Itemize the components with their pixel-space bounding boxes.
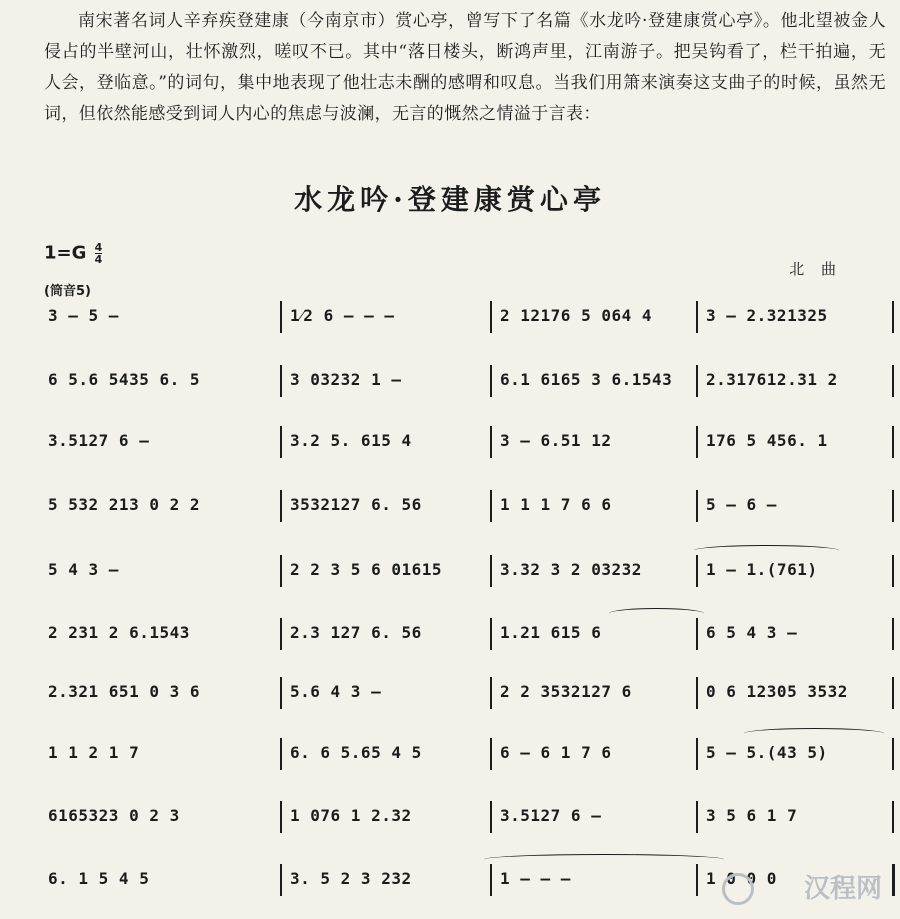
barline bbox=[490, 301, 492, 333]
barline bbox=[280, 490, 282, 522]
barline bbox=[892, 801, 894, 833]
notation-row bbox=[44, 738, 856, 768]
measure bbox=[48, 801, 278, 831]
measure bbox=[706, 365, 890, 395]
measure-notes: 3 — 5 — bbox=[48, 306, 119, 325]
barline bbox=[490, 426, 492, 458]
measure bbox=[48, 426, 278, 456]
barline bbox=[696, 555, 698, 587]
pitch-note: (筒音5) bbox=[44, 284, 91, 299]
slur-mark bbox=[744, 728, 884, 739]
measure-notes: 1⁄2 6 — — — bbox=[290, 306, 395, 325]
notation-row bbox=[44, 801, 856, 831]
barline bbox=[490, 801, 492, 833]
intro-text: 南宋著名词人辛弃疾登建康（今南京市）赏心亭，曾写下了名篇《水龙吟·登建康赏心亭》。他北望被金人侵占的半壁河山，壮怀激烈，嗟叹不已。其中“落日楼头，断鸿声里，江南游子。把吴钩看了，栏干拍遍，无人会，登临意。”的词句，集中地表现了他壮志未酬的感喟和叹息。当我们用箫来演奏这支曲子的时候，虽然无词，但依然能感受到词人内心的焦虑与波澜，无言的慨然之情溢于言表： bbox=[44, 11, 886, 124]
barline bbox=[490, 490, 492, 522]
notation-row bbox=[44, 490, 856, 520]
measure bbox=[706, 618, 890, 648]
measure-notes: 3 03232 1 — bbox=[290, 370, 402, 389]
measure-notes: 3 5 6 1 7 bbox=[706, 806, 798, 825]
measure bbox=[706, 738, 890, 768]
barline bbox=[696, 677, 698, 709]
measure-notes: 6165323 0 2 3 bbox=[48, 806, 180, 825]
measure-notes: 1.21 615 6 bbox=[500, 623, 602, 642]
barline bbox=[280, 555, 282, 587]
slur-mark bbox=[484, 854, 724, 865]
barline bbox=[892, 864, 895, 896]
barline bbox=[696, 301, 698, 333]
measure-notes: 2.321 651 0 3 6 bbox=[48, 682, 200, 701]
measure-notes: 6 5 4 3 — bbox=[706, 623, 798, 642]
intro-paragraph bbox=[44, 6, 886, 130]
measure bbox=[500, 677, 694, 707]
measure bbox=[48, 490, 278, 520]
measure-notes: 1 076 1 2.32 bbox=[290, 806, 412, 825]
barline bbox=[490, 618, 492, 650]
measure-notes: 5.6 4 3 — bbox=[290, 682, 382, 701]
measure-notes: 6. 6 5.65 4 5 bbox=[290, 743, 422, 762]
barline bbox=[280, 426, 282, 458]
measure bbox=[500, 490, 694, 520]
barline bbox=[280, 301, 282, 333]
measure-notes: 3.32 3 2 03232 bbox=[500, 560, 642, 579]
measure bbox=[290, 738, 488, 768]
time-top: 4 bbox=[94, 241, 103, 254]
notation-row bbox=[44, 555, 856, 585]
time-signature bbox=[95, 242, 103, 265]
measure-notes: 3.5127 6 — bbox=[500, 806, 602, 825]
notation-row bbox=[44, 677, 856, 707]
measure-notes: 1 0 0 0 bbox=[706, 869, 777, 888]
measure bbox=[48, 864, 278, 894]
measure bbox=[290, 677, 488, 707]
barline bbox=[696, 801, 698, 833]
measure bbox=[290, 555, 488, 585]
measure-notes: 1 1 2 1 7 bbox=[48, 743, 140, 762]
time-bottom: 4 bbox=[94, 253, 103, 266]
measure bbox=[48, 301, 278, 331]
measure bbox=[706, 426, 890, 456]
measure bbox=[290, 301, 488, 331]
measure-notes: 0 6 12305 3532 bbox=[706, 682, 848, 701]
measure bbox=[500, 801, 694, 831]
measure bbox=[500, 555, 694, 585]
barline bbox=[892, 301, 894, 333]
measure-notes: 1 — 1.(761) bbox=[706, 560, 818, 579]
barline bbox=[280, 365, 282, 397]
measure bbox=[48, 738, 278, 768]
measure-notes: 5 532 213 0 2 2 bbox=[48, 495, 200, 514]
barline bbox=[280, 618, 282, 650]
barline bbox=[892, 555, 894, 587]
measure-notes: 6. 1 5 4 5 bbox=[48, 869, 150, 888]
barline bbox=[490, 677, 492, 709]
measure bbox=[500, 618, 694, 648]
barline bbox=[892, 738, 894, 770]
slur-mark bbox=[694, 545, 839, 556]
barline bbox=[490, 738, 492, 770]
measure bbox=[706, 301, 890, 331]
barline bbox=[280, 738, 282, 770]
measure-notes: 2 231 2 6.1543 bbox=[48, 623, 190, 642]
barline bbox=[892, 490, 894, 522]
barline bbox=[892, 677, 894, 709]
measure bbox=[500, 426, 694, 456]
watermark: 汉程网 bbox=[803, 874, 882, 904]
measure bbox=[500, 864, 694, 894]
measure bbox=[290, 864, 488, 894]
measure-notes: 1 — — — bbox=[500, 869, 571, 888]
barline bbox=[696, 365, 698, 397]
measure-notes: 5 — 6 — bbox=[706, 495, 777, 514]
measure-notes: 2 2 3532127 6 bbox=[500, 682, 632, 701]
measure-notes: 3. 5 2 3 232 bbox=[290, 869, 412, 888]
slur-mark bbox=[609, 608, 704, 619]
score-title: 水龙吟·登建康赏心亭 bbox=[294, 183, 606, 216]
measure bbox=[500, 738, 694, 768]
barline bbox=[892, 426, 894, 458]
key-text: 1=G bbox=[44, 242, 87, 264]
measure-notes: 2.317612.31 2 bbox=[706, 370, 838, 389]
measure bbox=[48, 555, 278, 585]
barline bbox=[696, 490, 698, 522]
measure-notes: 6 5.6 5435 6. 5 bbox=[48, 370, 200, 389]
measure-notes: 3.5127 6 — bbox=[48, 431, 150, 450]
measure-notes: 3.2 5. 615 4 bbox=[290, 431, 412, 450]
credit-label: 北 曲 bbox=[789, 260, 842, 278]
measure-notes: 6 — 6 1 7 6 bbox=[500, 743, 612, 762]
barline bbox=[490, 555, 492, 587]
barline bbox=[696, 738, 698, 770]
barline bbox=[892, 365, 894, 397]
measure bbox=[290, 801, 488, 831]
measure bbox=[290, 365, 488, 395]
measure-notes: 3532127 6. 56 bbox=[290, 495, 422, 514]
measure bbox=[706, 490, 890, 520]
barline bbox=[280, 864, 282, 896]
measure-notes: 2 12176 5 064 4 bbox=[500, 306, 652, 325]
measure bbox=[706, 555, 890, 585]
measure-notes: 1 1 1 7 6 6 bbox=[500, 495, 612, 514]
measure bbox=[706, 801, 890, 831]
measure bbox=[706, 677, 890, 707]
measure-notes: 5 4 3 — bbox=[48, 560, 119, 579]
barline bbox=[696, 864, 698, 896]
watermark-logo-icon bbox=[722, 873, 754, 905]
measure-notes: 176 5 456. 1 bbox=[706, 431, 828, 450]
notation-row bbox=[44, 365, 856, 395]
barline bbox=[490, 365, 492, 397]
measure-notes: 5 — 5.(43 5) bbox=[706, 743, 828, 762]
barline bbox=[696, 618, 698, 650]
measure-notes: 3 — 2.321325 bbox=[706, 306, 828, 325]
measure-notes: 2.3 127 6. 56 bbox=[290, 623, 422, 642]
measure bbox=[290, 618, 488, 648]
measure bbox=[290, 426, 488, 456]
barline bbox=[892, 618, 894, 650]
notation-row bbox=[44, 301, 856, 331]
measure bbox=[48, 677, 278, 707]
measure-notes: 3 — 6.51 12 bbox=[500, 431, 612, 450]
measure bbox=[500, 301, 694, 331]
barline bbox=[696, 426, 698, 458]
measure bbox=[48, 365, 278, 395]
key-signature bbox=[44, 242, 102, 265]
barline bbox=[280, 801, 282, 833]
measure bbox=[290, 490, 488, 520]
barline bbox=[490, 864, 492, 896]
notation-row bbox=[44, 618, 856, 648]
measure bbox=[500, 365, 694, 395]
measure-notes: 2 2 3 5 6 01615 bbox=[290, 560, 442, 579]
measure bbox=[48, 618, 278, 648]
notation-row bbox=[44, 426, 856, 456]
barline bbox=[280, 677, 282, 709]
measure-notes: 6.1 6165 3 6.1543 bbox=[500, 370, 673, 389]
